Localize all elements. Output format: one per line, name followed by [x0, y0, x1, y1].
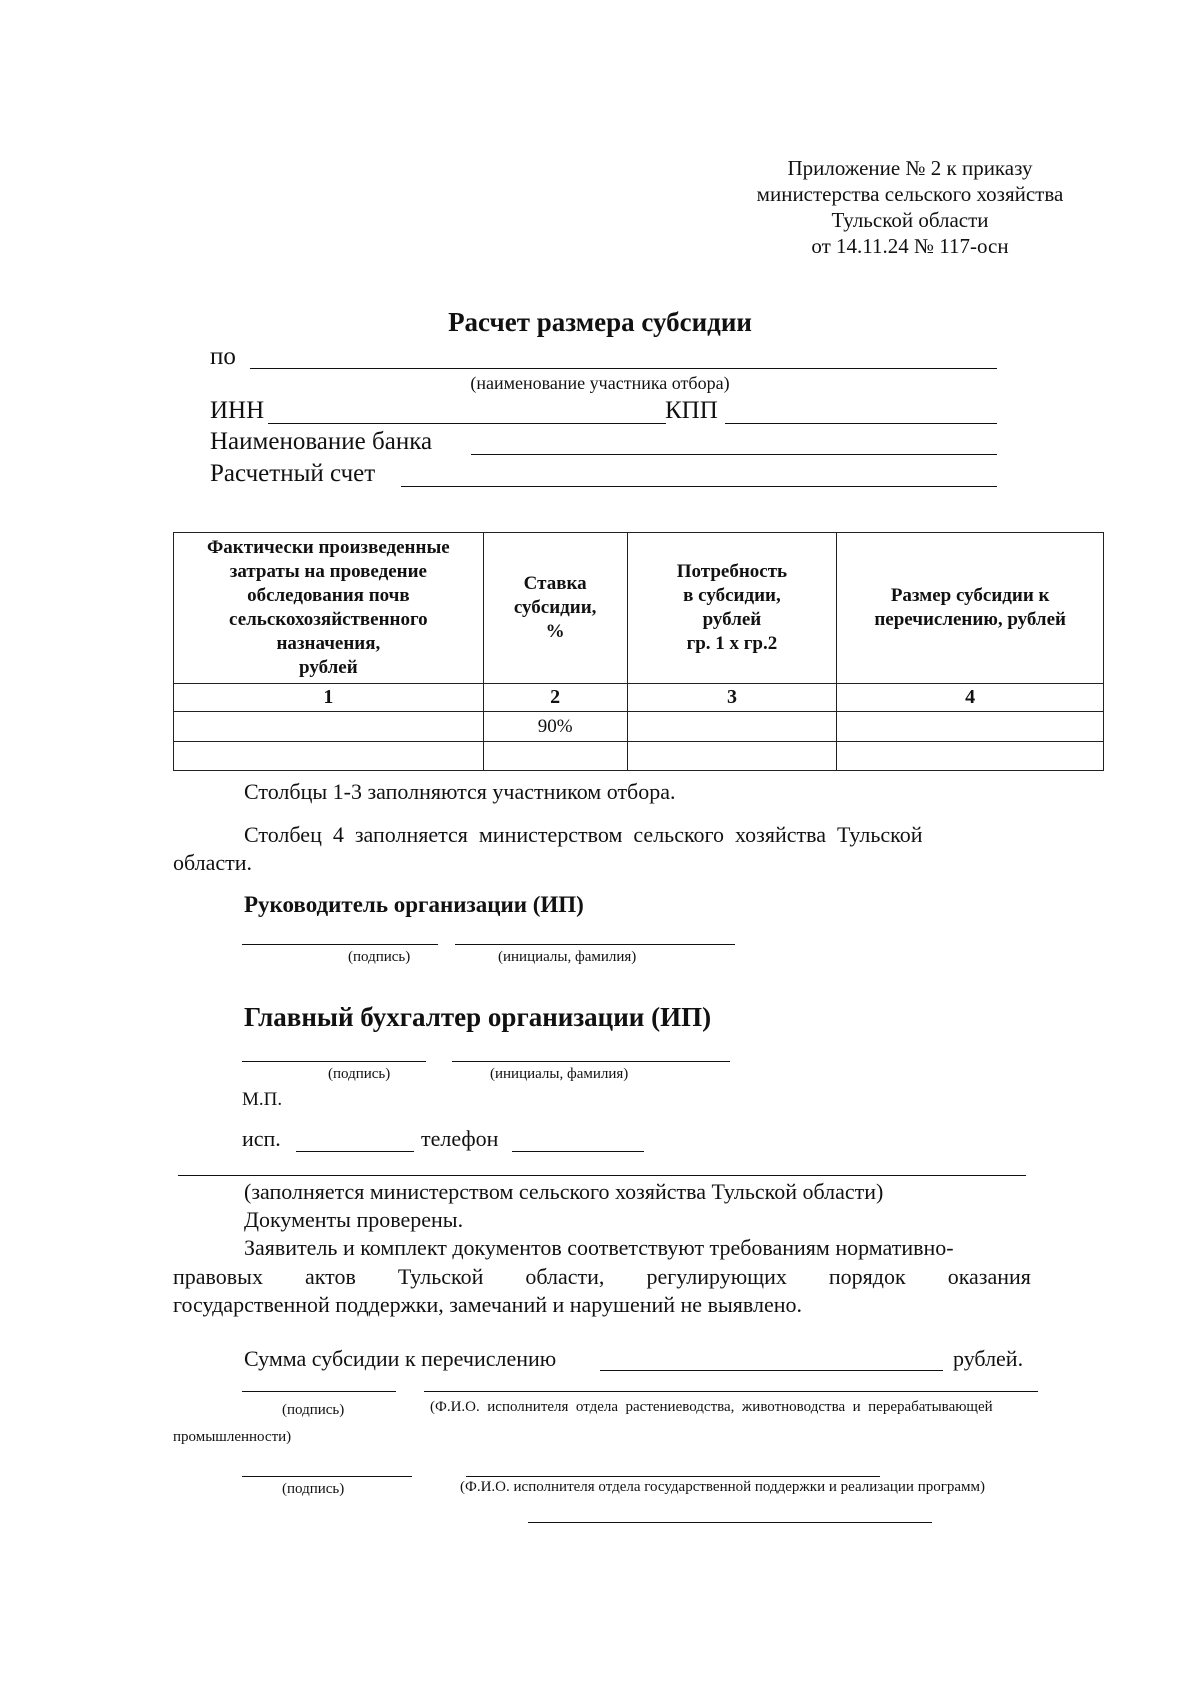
header-line: %	[545, 621, 565, 642]
header-line: рублей	[299, 657, 358, 678]
account-label: Расчетный счет	[210, 460, 376, 487]
appendix-line: Приложение № 2 к приказу	[787, 156, 1033, 180]
appendix-line: министерства сельского хозяйства	[756, 182, 1064, 206]
executor-field[interactable]	[296, 1151, 414, 1152]
header-line: рублей	[702, 609, 762, 630]
table-header-row	[174, 533, 1104, 684]
ministry-filled-note: (заполняется министерством сельского хозяйства Тульской области)	[244, 1179, 884, 1204]
table-cell[interactable]	[627, 742, 837, 771]
subsidy-rate-cell: 90%	[483, 712, 627, 742]
column-number-row	[174, 684, 1104, 712]
header-line: Размер субсидии к	[890, 585, 1050, 606]
note-column-4-line2: области.	[173, 850, 253, 875]
header-subsidy-amount	[837, 533, 1104, 684]
support-dept-name-field[interactable]	[466, 1476, 880, 1477]
note-column-4-line1: Столбец 4 заполняется министерством сельского хозяйства Тульской	[244, 822, 923, 847]
signature-caption: (подпись)	[348, 949, 411, 965]
support-dept-signature-field[interactable]	[242, 1476, 412, 1477]
subsidy-need-cell[interactable]	[627, 712, 837, 742]
sum-field[interactable]	[600, 1370, 943, 1371]
header-subsidy-rate	[483, 533, 627, 684]
section-divider	[178, 1175, 1026, 1176]
account-field[interactable]	[401, 486, 997, 487]
compliance-line2	[173, 1262, 1031, 1291]
compliance-word: актов	[304, 1264, 356, 1289]
header-line: субсидии,	[513, 597, 597, 618]
plant-dept-name-field[interactable]	[424, 1391, 1038, 1392]
header-line: затраты на проведение	[229, 561, 427, 582]
po-label: по	[210, 343, 236, 370]
docs-checked: Документы проверены.	[244, 1207, 464, 1232]
appendix-line: от 14.11.24 № 117-осн	[811, 234, 1009, 258]
compliance-word: регулирующих	[646, 1264, 787, 1289]
name-caption: (инициалы, фамилия)	[490, 1066, 629, 1082]
kpp-label: КПП	[665, 397, 718, 424]
sum-label: Сумма субсидии к перечислению	[244, 1346, 557, 1371]
compliance-word: Тульской	[397, 1264, 484, 1289]
plant-dept-fio-caption-cont: промышленности)	[173, 1429, 292, 1445]
participant-name-field[interactable]	[250, 368, 997, 369]
accountant-title: Главный бухгалтер организации (ИП)	[244, 1002, 712, 1032]
header-line: гр. 1 х гр.2	[686, 633, 778, 654]
subsidy-amount-cell[interactable]	[837, 712, 1104, 742]
compliance-word: правовых	[173, 1264, 263, 1289]
phone-field[interactable]	[512, 1151, 644, 1152]
plant-dept-signature-field[interactable]	[242, 1391, 396, 1392]
bottom-line	[528, 1522, 932, 1523]
note-columns-1-3: Столбцы 1-3 заполняются участником отбора.	[244, 779, 676, 804]
bank-field[interactable]	[471, 454, 997, 455]
appendix-header	[700, 155, 1120, 259]
kpp-field[interactable]	[725, 423, 997, 424]
column-number: 3	[627, 684, 837, 712]
accountant-signature-field[interactable]	[242, 1061, 426, 1062]
participant-caption: (наименование участника отбора)	[470, 373, 730, 393]
signature-caption: (подпись)	[328, 1066, 391, 1082]
plant-dept-fio-caption: (Ф.И.О. исполнителя отдела растениеводства, животноводства и перерабатывающей	[430, 1399, 993, 1415]
header-line: Ставка	[523, 573, 587, 594]
signature-caption: (подпись)	[282, 1481, 345, 1497]
subsidy-table	[173, 532, 1104, 771]
head-signature-field[interactable]	[242, 944, 438, 945]
table-cell[interactable]	[174, 742, 484, 771]
header-subsidy-need	[627, 533, 837, 684]
phone-label: телефон	[421, 1126, 499, 1151]
table-cell[interactable]	[837, 742, 1104, 771]
sum-unit: рублей.	[953, 1346, 1024, 1371]
accountant-name-field[interactable]	[452, 1061, 730, 1062]
executor-label: исп.	[242, 1126, 281, 1151]
compliance-word: оказания	[947, 1264, 1031, 1289]
table-row	[174, 742, 1104, 771]
head-title: Руководитель организации (ИП)	[244, 892, 584, 917]
inn-field[interactable]	[268, 423, 666, 424]
actual-costs-cell[interactable]	[174, 712, 484, 742]
support-dept-fio-caption: (Ф.И.О. исполнителя отдела государственной поддержки и реализации программ)	[460, 1479, 986, 1495]
header-line: перечислению, рублей	[874, 609, 1066, 630]
header-line: Фактически произведенные	[206, 537, 450, 558]
header-line: в субсидии,	[683, 585, 781, 606]
compliance-line3: государственной поддержки, замечаний и нарушений не выявлено.	[173, 1292, 802, 1317]
page-title: Расчет размера субсидии	[448, 307, 752, 337]
header-line: Потребность	[676, 561, 788, 582]
table-row	[174, 712, 1104, 742]
compliance-line1: Заявитель и комплект документов соответствуют требованиям нормативно-	[244, 1235, 954, 1260]
name-caption: (инициалы, фамилия)	[498, 949, 637, 965]
bank-label: Наименование банка	[210, 428, 433, 455]
compliance-word: порядок	[828, 1264, 906, 1289]
header-line: обследования почв	[247, 585, 410, 606]
signature-caption: (подпись)	[282, 1402, 345, 1418]
stamp-place: М.П.	[242, 1089, 283, 1110]
table-cell[interactable]	[483, 742, 627, 771]
header-actual-costs	[174, 533, 484, 684]
column-number: 2	[483, 684, 627, 712]
column-number: 4	[837, 684, 1104, 712]
appendix-line: Тульской области	[831, 208, 989, 232]
header-line: назначения,	[276, 633, 381, 654]
header-line: сельскохозяйственного	[229, 609, 428, 630]
compliance-word: области,	[525, 1264, 605, 1289]
column-number: 1	[174, 684, 484, 712]
inn-label: ИНН	[210, 397, 265, 424]
head-name-field[interactable]	[455, 944, 735, 945]
